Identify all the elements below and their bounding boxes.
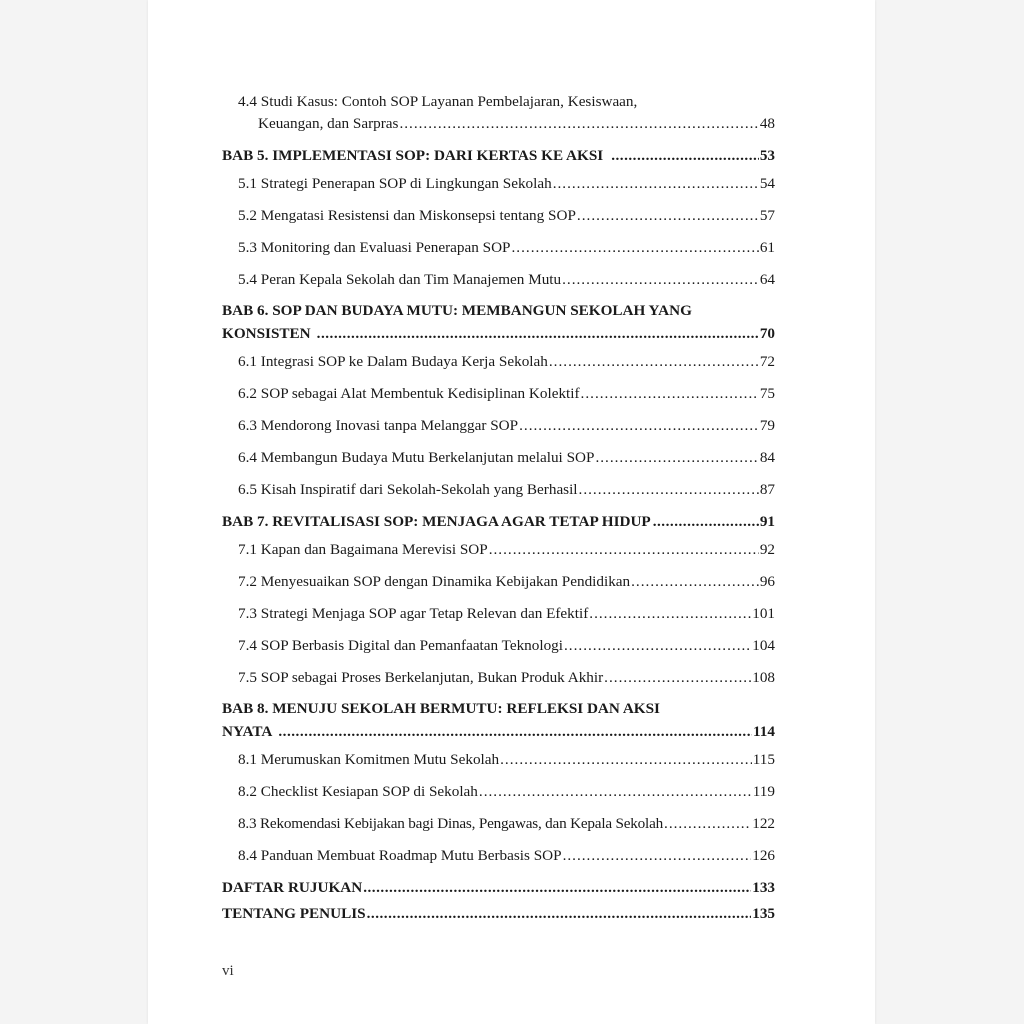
toc-entry-title: 5.2 Mengatasi Resistensi dan Miskonsepsi tentang SOP xyxy=(238,207,576,224)
dot-leader xyxy=(500,750,752,770)
toc-page-number: 57 xyxy=(759,207,775,224)
toc-entry-7-5[interactable] xyxy=(222,668,775,688)
toc-entry-title: 6.2 SOP sebagai Alat Membentuk Kedisiplinan Kolektif xyxy=(238,385,580,402)
toc-page-number: 133 xyxy=(752,879,775,896)
toc-entry-title: 6.4 Membangun Budaya Mutu Berkelanjutan melalui SOP xyxy=(238,449,595,466)
dot-leader xyxy=(519,416,759,436)
toc-page-number: 87 xyxy=(759,481,775,498)
page-number-footer: vi xyxy=(222,963,234,979)
toc-chapter-6-line1: BAB 6. SOP DAN BUDAYA MUTU: MEMBANGUN SEKOLAH YANG xyxy=(222,302,692,319)
toc-page-number: 92 xyxy=(759,541,775,558)
toc-page-number: 119 xyxy=(752,783,775,800)
toc-page-number: 84 xyxy=(759,449,775,466)
toc-chapter-title: NYATA xyxy=(222,723,273,740)
dot-leader xyxy=(512,238,759,258)
dot-leader xyxy=(553,174,759,194)
toc-entry-title: 5.3 Monitoring dan Evaluasi Penerapan SOP xyxy=(238,239,511,256)
toc-page-number: 122 xyxy=(752,815,775,832)
dot-leader xyxy=(549,352,759,372)
toc-page-number: 101 xyxy=(752,605,775,622)
toc-chapter-8-line1: BAB 8. MENUJU SEKOLAH BERMUTU: REFLEKSI DAN AKSI xyxy=(222,700,660,717)
toc-page-number: 96 xyxy=(759,573,775,590)
dot-leader xyxy=(278,722,752,742)
toc-entry-8-2[interactable] xyxy=(222,782,775,802)
toc-page-number: 48 xyxy=(759,115,775,132)
toc-entry-8-3[interactable] xyxy=(222,814,775,834)
toc-page-number: 54 xyxy=(759,175,775,192)
dot-leader xyxy=(479,782,752,802)
toc-page-number: 114 xyxy=(753,723,775,740)
dot-leader xyxy=(579,480,759,500)
dot-leader xyxy=(562,270,759,290)
toc-entry-7-4[interactable] xyxy=(222,636,775,656)
toc-entry-title: 8.3 Rekomendasi Kebijakan bagi Dinas, Pengawas, dan Kepala Sekolah xyxy=(238,815,664,832)
toc-tentang-penulis[interactable] xyxy=(222,904,775,924)
dot-leader xyxy=(317,324,759,344)
toc-entry-5-4[interactable] xyxy=(222,270,775,290)
dot-leader xyxy=(611,146,759,166)
toc-entry-title: 7.5 SOP sebagai Proses Berkelanjutan, Bukan Produk Akhir xyxy=(238,669,604,686)
toc-entry-4-4-line1: 4.4 Studi Kasus: Contoh SOP Layanan Pembelajaran, Kesiswaan, xyxy=(238,93,638,110)
toc-chapter-title: BAB 7. REVITALISASI SOP: MENJAGA AGAR TETAP HIDUP xyxy=(222,513,651,530)
toc-entry-7-1[interactable] xyxy=(222,540,775,560)
toc-entry-title: 5.1 Strategi Penerapan SOP di Lingkungan Sekolah xyxy=(238,175,552,192)
toc-entry-5-3[interactable] xyxy=(222,238,775,258)
dot-leader xyxy=(631,572,759,592)
toc-chapter-title: BAB 5. IMPLEMENTASI SOP: DARI KERTAS KE AKSI xyxy=(222,147,604,164)
toc-entry-6-4[interactable] xyxy=(222,448,775,468)
dot-leader xyxy=(564,636,751,656)
toc-daftar-rujukan[interactable] xyxy=(222,878,775,898)
toc-entry-title: 7.1 Kapan dan Bagaimana Merevisi SOP xyxy=(238,541,488,558)
dot-leader xyxy=(595,448,758,468)
toc-entry-6-2[interactable] xyxy=(222,384,775,404)
toc-entry-title: 5.4 Peran Kepala Sekolah dan Tim Manajemen Mutu xyxy=(238,271,562,288)
toc-chapter-title: TENTANG PENULIS xyxy=(222,905,366,922)
toc-entry-title: 6.3 Mendorong Inovasi tanpa Melanggar SOP xyxy=(238,417,519,434)
toc-entry-7-2[interactable] xyxy=(222,572,775,592)
toc-entry-6-1[interactable] xyxy=(222,352,775,372)
toc-page-number: 135 xyxy=(752,905,775,922)
dot-leader xyxy=(589,604,751,624)
toc-entry-title: 6.1 Integrasi SOP ke Dalam Budaya Kerja Sekolah xyxy=(238,353,548,370)
toc-page-number: 64 xyxy=(759,271,775,288)
toc-page-number: 61 xyxy=(759,239,775,256)
toc-page-number: 53 xyxy=(759,147,775,164)
toc-entry-8-1[interactable] xyxy=(222,750,775,770)
toc-entry-title: 6.5 Kisah Inspiratif dari Sekolah-Sekolah yang Berhasil xyxy=(238,481,578,498)
dot-leader xyxy=(604,668,751,688)
dot-leader xyxy=(581,384,759,404)
toc-entry-title: 8.1 Merumuskan Komitmen Mutu Sekolah xyxy=(238,751,500,768)
toc-chapter-title: DAFTAR RUJUKAN xyxy=(222,879,363,896)
toc-page-number: 108 xyxy=(752,669,775,686)
dot-leader xyxy=(363,878,751,898)
toc-page-number: 126 xyxy=(752,847,775,864)
dot-leader xyxy=(664,814,751,834)
toc-chapter-6[interactable] xyxy=(222,324,775,344)
toc-entry-6-3[interactable] xyxy=(222,416,775,436)
toc-entry-title: 7.4 SOP Berbasis Digital dan Pemanfaatan Teknologi xyxy=(238,637,563,654)
toc-entry-8-4[interactable] xyxy=(222,846,775,866)
toc-chapter-8[interactable] xyxy=(222,722,775,742)
toc-entry-title: 7.3 Strategi Menjaga SOP agar Tetap Relevan dan Efektif xyxy=(238,605,589,622)
toc-page-number: 104 xyxy=(752,637,775,654)
dot-leader xyxy=(489,540,759,560)
toc-entry-5-2[interactable] xyxy=(222,206,775,226)
toc-chapter-title: KONSISTEN xyxy=(222,325,311,342)
toc-entry-title: 8.2 Checklist Kesiapan SOP di Sekolah xyxy=(238,783,478,800)
toc-entry-6-5[interactable] xyxy=(222,480,775,500)
dot-leader xyxy=(653,512,759,532)
toc-entry-5-1[interactable] xyxy=(222,174,775,194)
toc-chapter-7[interactable] xyxy=(222,512,775,532)
toc-page-number: 75 xyxy=(759,385,775,402)
toc-page-number: 72 xyxy=(759,353,775,370)
toc-entry-7-3[interactable] xyxy=(222,604,775,624)
toc-entry-title: 7.2 Menyesuaikan SOP dengan Dinamika Kebijakan Pendidikan xyxy=(238,573,631,590)
toc-page-number: 115 xyxy=(752,751,775,768)
toc-chapter-5[interactable] xyxy=(222,146,775,166)
toc-entry-title: 8.4 Panduan Membuat Roadmap Mutu Berbasis SOP xyxy=(238,847,562,864)
toc-entry-title: Keuangan, dan Sarpras xyxy=(258,115,399,132)
toc-page-number: 91 xyxy=(759,513,775,530)
dot-leader xyxy=(577,206,759,226)
toc-page-number: 70 xyxy=(759,325,775,342)
dot-leader xyxy=(399,114,758,134)
dot-leader xyxy=(563,846,752,866)
toc-entry-4-4[interactable] xyxy=(222,114,775,134)
dot-leader xyxy=(367,904,752,924)
toc-page-number: 79 xyxy=(759,417,775,434)
